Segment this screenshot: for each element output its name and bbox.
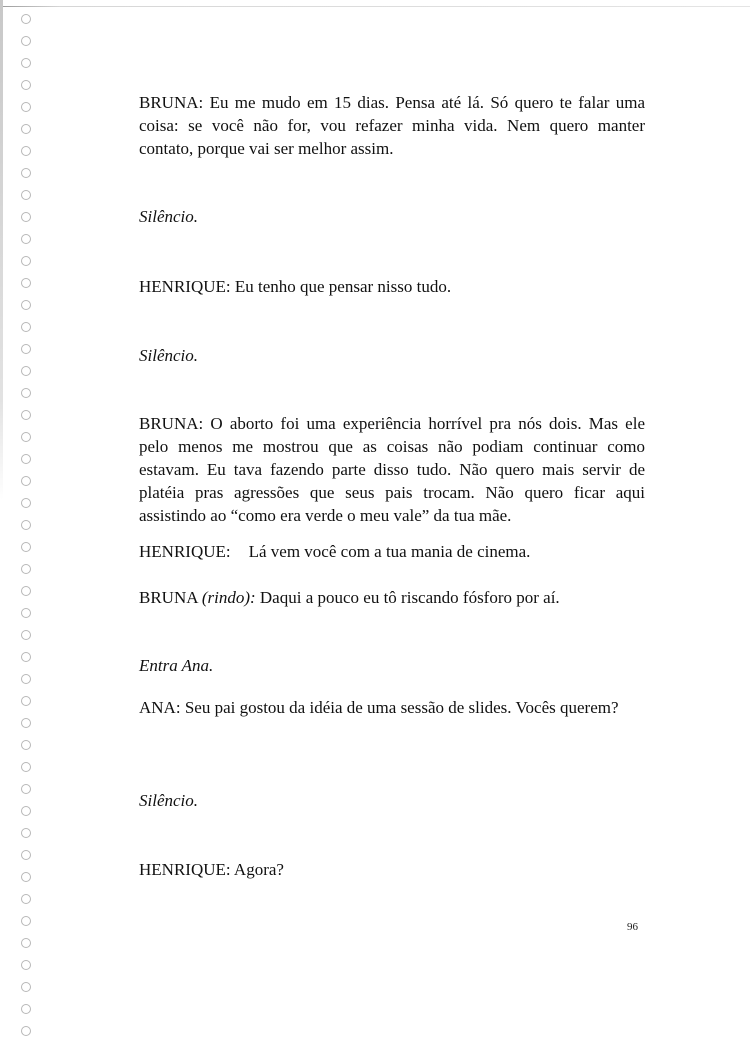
binder-hole	[21, 124, 31, 134]
binder-hole	[21, 520, 31, 530]
binder-holes	[19, 14, 37, 1044]
binder-hole	[21, 322, 31, 332]
page-number: 96	[627, 921, 638, 933]
dialogue-henrique	[139, 540, 645, 563]
binder-hole	[21, 762, 31, 772]
binder-hole	[21, 190, 31, 200]
stage-direction: Silêncio.	[139, 791, 199, 810]
binder-hole	[21, 234, 31, 244]
dialogue-text: Seu pai gostou da idéia de uma sessão de slides. Vocês querem?	[180, 698, 619, 717]
binder-hole	[21, 344, 31, 354]
dialogue-text: Daqui a pouco eu tô riscando fósforo por aí.	[255, 588, 560, 607]
dialogue-henrique	[139, 858, 645, 881]
stage-direction: Silêncio.	[139, 346, 199, 365]
dialogue-ana	[139, 696, 645, 719]
binder-hole	[21, 850, 31, 860]
speaker-name: HENRIQUE:	[139, 542, 231, 561]
page-top-edge	[0, 6, 750, 7]
speaker-name: BRUNA:	[139, 93, 204, 112]
binder-hole	[21, 1026, 31, 1036]
binder-hole	[21, 542, 31, 552]
binder-hole	[21, 146, 31, 156]
binder-hole	[21, 718, 31, 728]
dialogue-bruna	[139, 412, 645, 527]
binder-hole	[21, 278, 31, 288]
binder-hole	[21, 410, 31, 420]
binder-hole	[21, 806, 31, 816]
binder-hole	[21, 960, 31, 970]
binder-hole	[21, 630, 31, 640]
binder-hole	[21, 696, 31, 706]
binder-hole	[21, 740, 31, 750]
dialogue-bruna	[139, 91, 645, 160]
binder-hole	[21, 872, 31, 882]
dialogue-bruna	[139, 586, 645, 609]
binder-hole	[21, 168, 31, 178]
binder-hole	[21, 36, 31, 46]
binder-hole	[21, 894, 31, 904]
dialogue-text: Agora?	[230, 860, 284, 879]
binder-hole	[21, 476, 31, 486]
binder-hole	[21, 102, 31, 112]
binder-hole	[21, 432, 31, 442]
binder-hole	[21, 674, 31, 684]
binder-hole	[21, 256, 31, 266]
speaker-name: BRUNA:	[139, 414, 204, 433]
stage-direction: Entra Ana.	[139, 656, 214, 675]
binder-hole	[21, 564, 31, 574]
binder-hole	[21, 498, 31, 508]
speaker-name: BRUNA	[139, 588, 198, 607]
speaker-name: ANA:	[139, 698, 181, 717]
dialogue-text: O aborto foi uma experiência horrível pra nós dois. Mas ele pelo menos me mostrou que as coisas não podiam continuar como estavam. Eu tava fazendo parte disso tudo. Não quero mais servir de platéia pras agressões que seus pais trocam. Não quero ficar aqui assistindo ao “como era verde o meu vale” da tua mãe.	[139, 414, 645, 525]
binder-hole	[21, 982, 31, 992]
dialogue-text: Eu tenho que pensar nisso tudo.	[230, 277, 452, 296]
binder-hole	[21, 652, 31, 662]
binder-hole	[21, 366, 31, 376]
binder-hole	[21, 14, 31, 24]
binder-hole	[21, 388, 31, 398]
dialogue-text: Lá vem você com a tua mania de cinema.	[248, 542, 531, 561]
binder-hole	[21, 212, 31, 222]
page-left-edge	[0, 0, 3, 500]
binder-hole	[21, 828, 31, 838]
binder-hole	[21, 58, 31, 68]
binder-hole	[21, 938, 31, 948]
dialogue-text: Eu me mudo em 15 dias. Pensa até lá. Só quero te falar uma coisa: se você não for, vou refazer minha vida. Nem quero manter contato, porque vai ser melhor assim.	[139, 93, 645, 158]
binder-hole	[21, 586, 31, 596]
binder-hole	[21, 80, 31, 90]
speaker-name: HENRIQUE:	[139, 277, 231, 296]
stage-direction-inline: (rindo):	[201, 588, 256, 607]
binder-hole	[21, 784, 31, 794]
speaker-name: HENRIQUE:	[139, 860, 231, 879]
binder-hole	[21, 608, 31, 618]
binder-hole	[21, 1004, 31, 1014]
dialogue-henrique	[139, 275, 645, 298]
binder-hole	[21, 454, 31, 464]
binder-hole	[21, 300, 31, 310]
stage-direction: Silêncio.	[139, 207, 199, 226]
binder-hole	[21, 916, 31, 926]
